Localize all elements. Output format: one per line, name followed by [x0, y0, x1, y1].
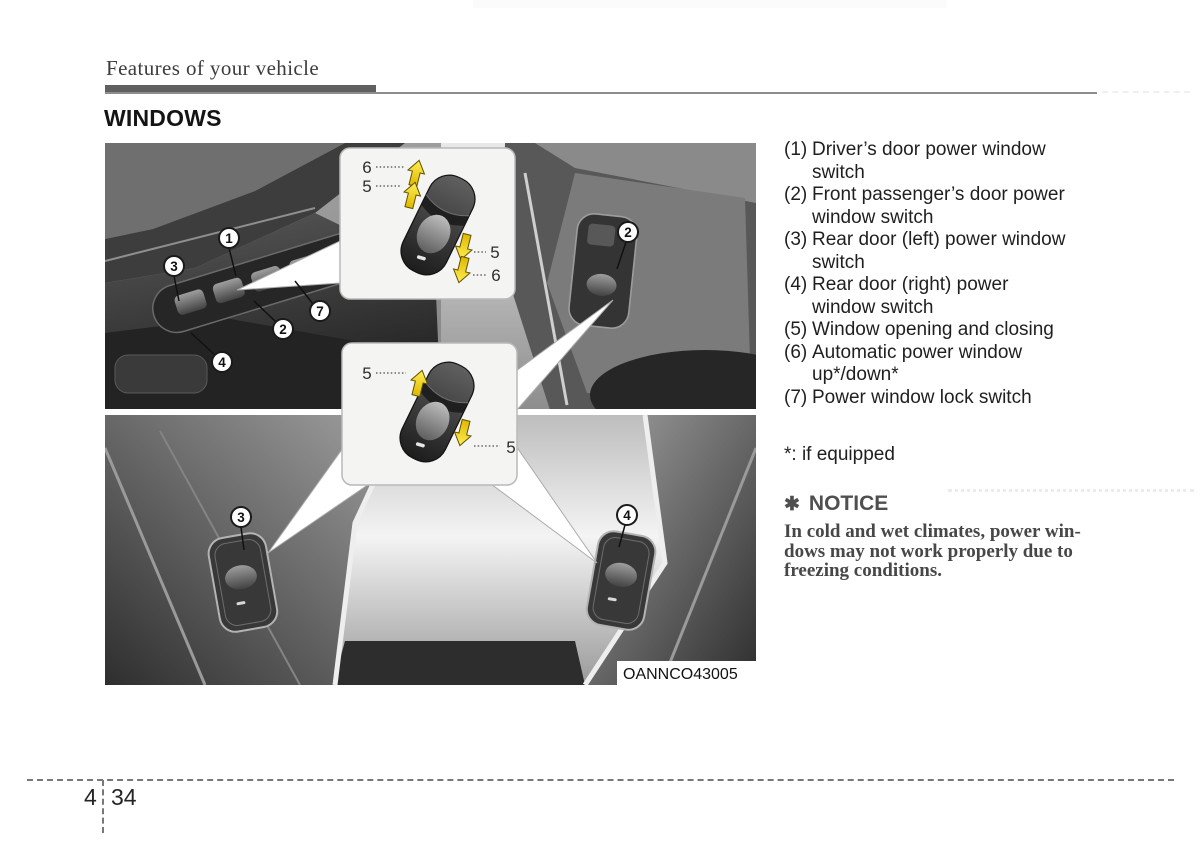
legend-item-6 [784, 342, 1066, 387]
svg-text:1: 1 [225, 230, 233, 246]
svg-text:2: 2 [624, 224, 632, 240]
svg-text:3: 3 [170, 258, 178, 274]
inset-label-up: 5 [362, 364, 372, 383]
inset-front-switch [340, 148, 515, 299]
legend-number: (5) [784, 319, 808, 340]
callout-front-passenger-on-panel [273, 319, 293, 339]
inset-rear-switch [342, 343, 517, 485]
heavy-asterisk-icon: ✱ [784, 494, 800, 515]
notice-block [784, 492, 1081, 581]
legend-number: (2) [784, 184, 808, 205]
legend-column [784, 139, 1081, 581]
svg-text:2: 2 [279, 321, 287, 337]
legend-text: Rear door (left) power window switch [812, 229, 1066, 273]
legend-item-5 [784, 319, 1066, 342]
legend-text: Rear door (right) power window switch [812, 274, 1009, 318]
equipped-footnote: *: if equipped [784, 444, 895, 465]
notice-dotted-rule [948, 489, 1194, 492]
legend-text: Automatic power window up*/down* [812, 341, 1023, 385]
inset-label-up: 5 [362, 177, 372, 196]
svg-text:7: 7 [316, 303, 324, 319]
legend-item-3 [784, 229, 1066, 274]
notice-line: freezing conditions. [784, 560, 942, 581]
vehicle-doors-figure [105, 143, 756, 685]
notice-body [784, 521, 1081, 581]
legend-number: (4) [784, 274, 808, 295]
figure-caption [617, 661, 756, 685]
footer-vertical-dashed-rule [102, 780, 104, 833]
page-title: WINDOWS [104, 105, 222, 131]
chapter-header: Features of your vehicle [106, 56, 320, 80]
legend-text: Power window lock switch [812, 386, 1032, 408]
inset-label-down: 5 [490, 243, 500, 262]
callout-driver-switch [219, 228, 239, 248]
svg-text:3: 3 [237, 509, 245, 525]
inset-label-auto-down: 6 [491, 266, 501, 285]
inset-label-down: 5 [506, 438, 516, 457]
callout-front-passenger-door [618, 222, 638, 242]
svg-text:4: 4 [623, 507, 631, 523]
figure-caption-text: OANNCO43005 [623, 666, 738, 683]
figure-windows-diagram [105, 143, 756, 685]
inset-label-auto-up: 6 [362, 158, 372, 177]
callout-rear-left-door [231, 507, 251, 527]
legend-number: (1) [784, 139, 808, 160]
legend-number: (3) [784, 229, 808, 250]
svg-text:4: 4 [218, 354, 226, 370]
scan-artifact-bar [473, 0, 947, 8]
notice-line: dows may not work properly due to [784, 540, 1073, 562]
legend-item-7 [784, 387, 1066, 410]
callout-lock-switch [310, 301, 330, 321]
legend-item-4 [784, 274, 1066, 319]
legend-text: Driver’s door power window switch [812, 139, 1046, 183]
footer-page-number: 34 [111, 784, 137, 810]
header-rule [105, 92, 1097, 94]
callout-rear-left-on-panel [164, 256, 184, 276]
legend-text: Front passenger’s door power window switch [812, 184, 1065, 228]
footer-chapter-number: 4 [84, 784, 97, 810]
legend-number: (7) [784, 386, 808, 408]
legend-item-1 [784, 139, 1066, 184]
legend-text: Window opening and closing [812, 319, 1054, 340]
header-rule-faint [1102, 91, 1190, 93]
callout-rear-right-door [617, 505, 637, 525]
callout-rear-right-on-panel [212, 352, 232, 372]
legend-number: (6) [784, 341, 808, 363]
notice-title: NOTICE [808, 492, 889, 515]
footer-dashed-rule [27, 779, 1174, 781]
notice-line: In cold and wet climates, power win- [784, 521, 1081, 542]
notice-heading [784, 492, 1066, 517]
legend-item-2 [784, 184, 1066, 229]
